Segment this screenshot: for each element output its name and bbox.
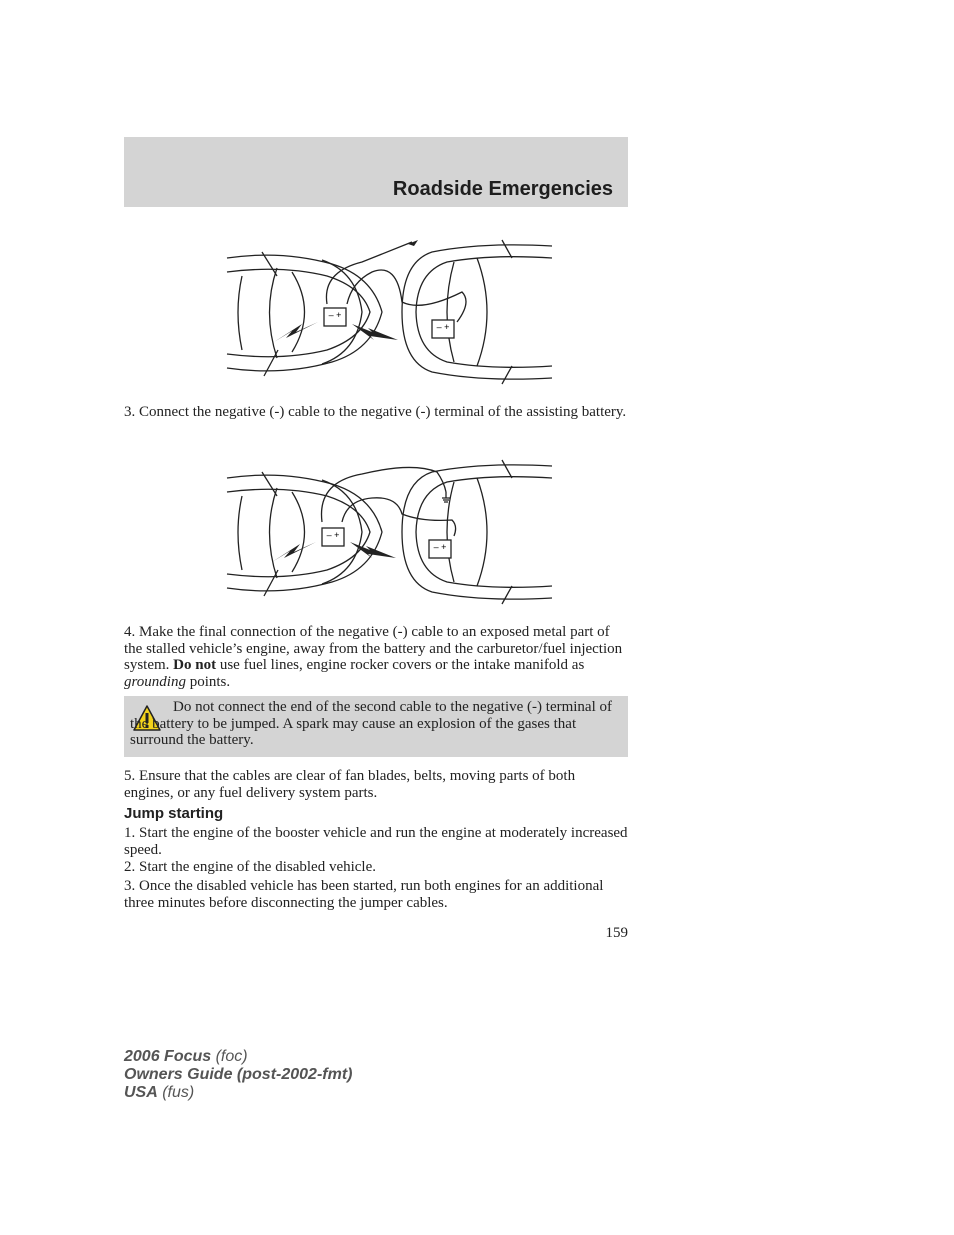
- jump-cable-diagram-2: [222, 452, 556, 614]
- warning-box: [124, 696, 628, 757]
- left-battery-terminals: – +: [328, 310, 342, 320]
- step-4-part2: use fuel lines, engine rocker covers or the intake manifold as: [216, 657, 585, 673]
- left-battery-terminals: – +: [326, 530, 340, 540]
- page-number: 159: [605, 925, 628, 941]
- footer-line-1: [124, 1048, 352, 1066]
- step-4-part3: points.: [185, 673, 231, 690]
- jump-cable-diagram-1: [222, 232, 556, 394]
- warning-text: Do not connect the end of the second cable to the negative (-) terminal of the battery to be jumped. A spark may cause an explosion of the gases that surround the battery.: [130, 699, 612, 748]
- step-4-bold: Do not: [173, 657, 217, 673]
- footer-market: USA: [124, 1084, 158, 1101]
- step-5-text: 5. Ensure that the cables are clear of fan blades, belts, moving parts of both engines, or any fuel delivery system parts.: [124, 768, 576, 801]
- spark-icon: [350, 542, 396, 558]
- jump-step-2: 2. Start the engine of the disabled vehicle.: [124, 859, 377, 875]
- spark-icon: [272, 542, 316, 562]
- right-battery-terminals: – +: [436, 322, 450, 332]
- jump-step-1: 1. Start the engine of the booster vehicle and run the engine at moderately increased speed.: [124, 825, 628, 858]
- step-4-part1: 4. Make the final connection of the negative (-) cable to an exposed metal part of the stalled vehicle’s engine, away from the battery and the carburetor/fuel injection system.: [124, 624, 623, 673]
- cars-illustration-1: [222, 232, 556, 394]
- cars-illustration-2: [222, 452, 556, 614]
- step-4-italic: grounding: [124, 673, 186, 690]
- footer-model-code: (foc): [211, 1048, 248, 1065]
- footer-line-3: [124, 1084, 352, 1102]
- footer-guide: Owners Guide (post-2002-fmt): [124, 1066, 353, 1083]
- section-title: Roadside Emergencies: [392, 178, 613, 200]
- footer: [124, 1048, 352, 1102]
- footer-line-2: [124, 1066, 352, 1084]
- header-band: [124, 137, 628, 207]
- spark-icon: [274, 322, 318, 342]
- right-battery-terminals: – +: [433, 542, 447, 552]
- step-3-text: 3. Connect the negative (-) cable to the negative (-) terminal of the assisting battery.: [124, 404, 627, 420]
- jump-starting-heading: Jump starting: [124, 805, 224, 822]
- step-4-text: [124, 624, 628, 690]
- jump-step-3: 3. Once the disabled vehicle has been started, run both engines for an additional three minutes before disconnecting the jumper cables.: [124, 878, 604, 911]
- footer-model: 2006 Focus: [124, 1048, 212, 1065]
- footer-market-code: (fus): [157, 1084, 195, 1101]
